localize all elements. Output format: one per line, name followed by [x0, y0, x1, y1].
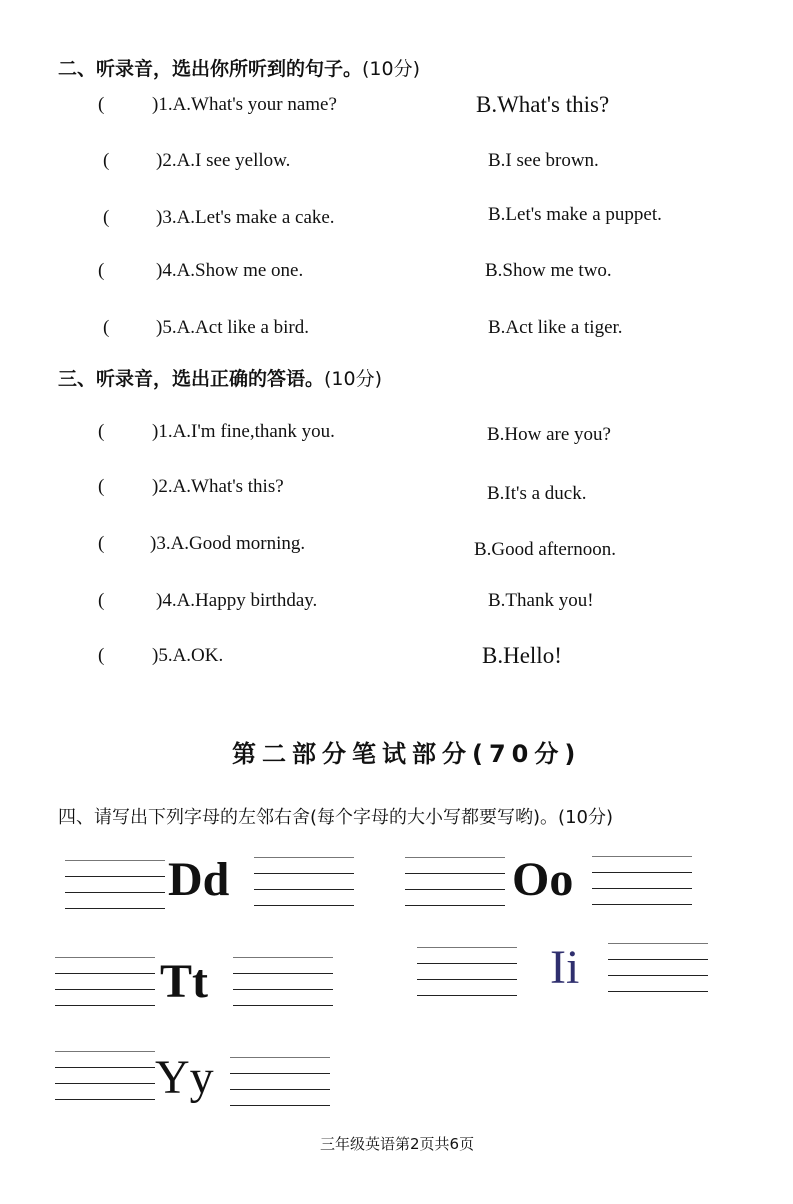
s2-q5-option-a: )5.A.Act like a bird.: [156, 317, 310, 338]
letter-oo: Oo: [512, 853, 574, 906]
section3-heading-text: 三、听录音，选出正确的答语。: [58, 368, 325, 390]
yy-right-writing-lines[interactable]: [230, 1057, 330, 1107]
s2-q1-option-a: )1.A.What's your name?: [152, 94, 337, 115]
s3-q1-option-a: )1.A.I'm fine,thank you.: [152, 421, 335, 442]
s3-q4-option-b: B.Thank you!: [488, 590, 594, 611]
ii-right-writing-lines[interactable]: [608, 943, 708, 993]
letter-dd: Dd: [168, 853, 230, 906]
section2-heading-text: 二、听录音，选出你所听到的句子。: [58, 58, 363, 80]
s2-q3-paren[interactable]: (: [103, 207, 110, 228]
ii-left-writing-lines[interactable]: [417, 947, 517, 997]
s2-q2-paren[interactable]: (: [103, 150, 110, 171]
s3-q1-paren[interactable]: (: [98, 421, 105, 442]
s2-q1-paren[interactable]: (: [98, 94, 105, 115]
s3-q1-option-b: B.How are you?: [487, 424, 611, 445]
s2-q2-option-b: B.I see brown.: [488, 150, 599, 171]
section3-score: (10分): [324, 368, 383, 390]
s3-q2-option-a: )2.A.What's this?: [152, 476, 284, 497]
s3-q5-option-a: )5.A.OK.: [152, 645, 224, 666]
s3-q4-option-a: )4.A.Happy birthday.: [156, 590, 318, 611]
s3-q3-option-a: )3.A.Good morning.: [150, 533, 306, 554]
s2-q2-option-a: )2.A.I see yellow.: [156, 150, 291, 171]
tt-left-writing-lines[interactable]: [55, 957, 155, 1007]
section4-instruction: 四、请写出下列字母的左邻右舍(每个字母的大小写都要写哟)。(10分): [58, 807, 613, 828]
yy-left-writing-lines[interactable]: [55, 1051, 155, 1101]
s2-q3-option-a: )3.A.Let's make a cake.: [156, 207, 335, 228]
s3-q3-option-b: B.Good afternoon.: [474, 539, 616, 560]
letter-yy: Yy: [155, 1051, 214, 1104]
section2-heading: [58, 54, 420, 81]
s2-q1-option-b: B.What's this?: [476, 92, 610, 117]
dd-left-writing-lines[interactable]: [65, 860, 165, 910]
oo-left-writing-lines[interactable]: [405, 857, 505, 907]
section3-heading: [58, 364, 382, 391]
oo-right-writing-lines[interactable]: [592, 856, 692, 906]
section2-score: (10分): [362, 58, 421, 80]
letter-tt: Tt: [160, 955, 208, 1008]
s2-q3-option-b: B.Let's make a puppet.: [488, 204, 662, 225]
s2-q4-option-b: B.Show me two.: [485, 260, 612, 281]
s3-q3-paren[interactable]: (: [98, 533, 105, 554]
letter-ii: Ii: [550, 941, 580, 994]
part2-title: 第二部分笔试部分(70分): [232, 740, 582, 768]
s2-q5-option-b: B.Act like a tiger.: [488, 317, 623, 338]
s2-q5-paren[interactable]: (: [103, 317, 110, 338]
s3-q2-option-b: B.It's a duck.: [487, 483, 587, 504]
dd-right-writing-lines[interactable]: [254, 857, 354, 907]
page-footer: 三年级英语第2页共6页: [320, 1135, 475, 1153]
s3-q5-option-b: B.Hello!: [482, 643, 562, 668]
tt-right-writing-lines[interactable]: [233, 957, 333, 1007]
s3-q4-paren[interactable]: (: [98, 590, 105, 611]
s3-q5-paren[interactable]: (: [98, 645, 105, 666]
s2-q4-paren[interactable]: (: [98, 260, 105, 281]
s2-q4-option-a: )4.A.Show me one.: [156, 260, 304, 281]
s3-q2-paren[interactable]: (: [98, 476, 105, 497]
